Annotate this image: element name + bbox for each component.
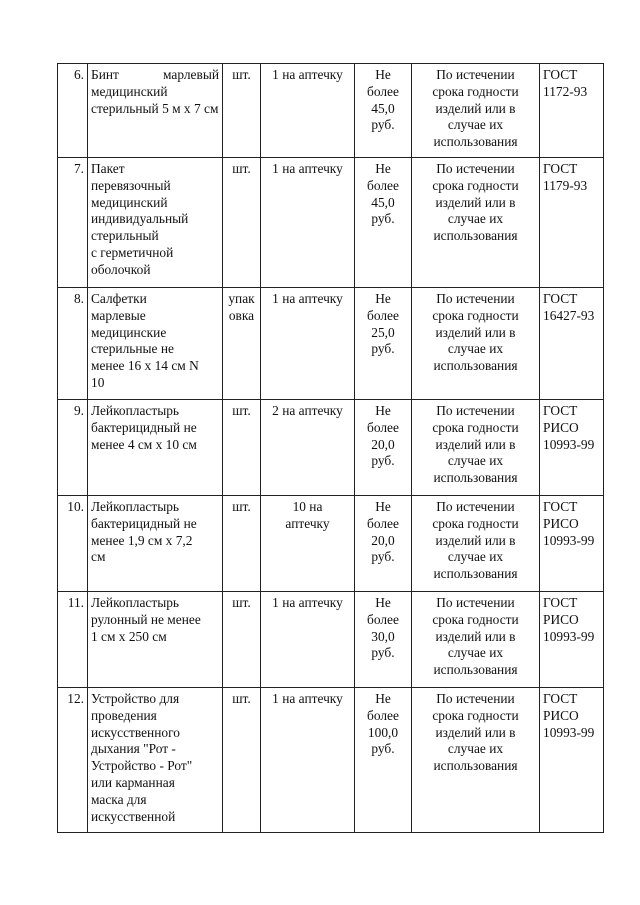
- item-name: Бинт марлевый медицинский стерильный 5 м х 7 см: [88, 64, 223, 158]
- standard-ref: ГОСТ 1179-93: [540, 158, 604, 288]
- item-unit: шт.: [223, 688, 261, 833]
- replacement-term: По истечении срока годности изделий или в случае их использования: [412, 400, 540, 496]
- item-unit: упак овка: [223, 288, 261, 400]
- replacement-term: По истечении срока годности изделий или в случае их использования: [412, 288, 540, 400]
- table-row: [58, 592, 604, 688]
- table-row: [58, 688, 604, 833]
- item-quantity: 1 на аптечку: [261, 158, 355, 288]
- item-price: Не более 25,0 руб.: [355, 288, 412, 400]
- item-unit: шт.: [223, 496, 261, 592]
- item-unit: шт.: [223, 158, 261, 288]
- item-quantity: 1 на аптечку: [261, 688, 355, 833]
- table-row: [58, 158, 604, 288]
- row-number: 9.: [58, 400, 88, 496]
- supplies-table: [57, 63, 604, 833]
- item-name: Салфетки марлевые медицинские стерильные не менее 16 х 14 см N 10: [88, 288, 223, 400]
- replacement-term: По истечении срока годности изделий или в случае их использования: [412, 688, 540, 833]
- item-name: Пакет перевязочный медицинский индивидуальный стерильный с герметичной оболочкой: [88, 158, 223, 288]
- item-quantity: 10 на аптечку: [261, 496, 355, 592]
- item-price: Не более 20,0 руб.: [355, 496, 412, 592]
- item-name: Лейкопластырь бактерицидный не менее 4 см х 10 см: [88, 400, 223, 496]
- item-unit: шт.: [223, 64, 261, 158]
- item-name: Устройство для проведения искусственного дыхания "Рот - Устройство - Рот" или карманная маска для искусственной: [88, 688, 223, 833]
- replacement-term: По истечении срока годности изделий или в случае их использования: [412, 496, 540, 592]
- item-quantity: 2 на аптечку: [261, 400, 355, 496]
- item-name: Лейкопластырь бактерицидный не менее 1,9 см х 7,2 см: [88, 496, 223, 592]
- standard-ref: ГОСТ РИСО 10993-99: [540, 592, 604, 688]
- standard-ref: ГОСТ 1172-93: [540, 64, 604, 158]
- item-quantity: 1 на аптечку: [261, 592, 355, 688]
- standard-ref: ГОСТ 16427-93: [540, 288, 604, 400]
- item-price: Не более 20,0 руб.: [355, 400, 412, 496]
- item-price: Не более 100,0 руб.: [355, 688, 412, 833]
- standard-ref: ГОСТ РИСО 10993-99: [540, 400, 604, 496]
- row-number: 6.: [58, 64, 88, 158]
- table-row: [58, 496, 604, 592]
- item-quantity: 1 на аптечку: [261, 288, 355, 400]
- row-number: 10.: [58, 496, 88, 592]
- replacement-term: По истечении срока годности изделий или в случае их использования: [412, 64, 540, 158]
- item-unit: шт.: [223, 592, 261, 688]
- item-unit: шт.: [223, 400, 261, 496]
- item-price: Не более 30,0 руб.: [355, 592, 412, 688]
- item-price: Не более 45,0 руб.: [355, 158, 412, 288]
- item-quantity: 1 на аптечку: [261, 64, 355, 158]
- row-number: 8.: [58, 288, 88, 400]
- replacement-term: По истечении срока годности изделий или в случае их использования: [412, 592, 540, 688]
- table-row: [58, 288, 604, 400]
- row-number: 11.: [58, 592, 88, 688]
- item-price: Не более 45,0 руб.: [355, 64, 412, 158]
- row-number: 7.: [58, 158, 88, 288]
- table-row: [58, 400, 604, 496]
- replacement-term: По истечении срока годности изделий или в случае их использования: [412, 158, 540, 288]
- item-name: Лейкопластырь рулонный не менее 1 см х 250 см: [88, 592, 223, 688]
- standard-ref: ГОСТ РИСО 10993-99: [540, 496, 604, 592]
- row-number: 12.: [58, 688, 88, 833]
- table-row: [58, 64, 604, 158]
- standard-ref: ГОСТ РИСО 10993-99: [540, 688, 604, 833]
